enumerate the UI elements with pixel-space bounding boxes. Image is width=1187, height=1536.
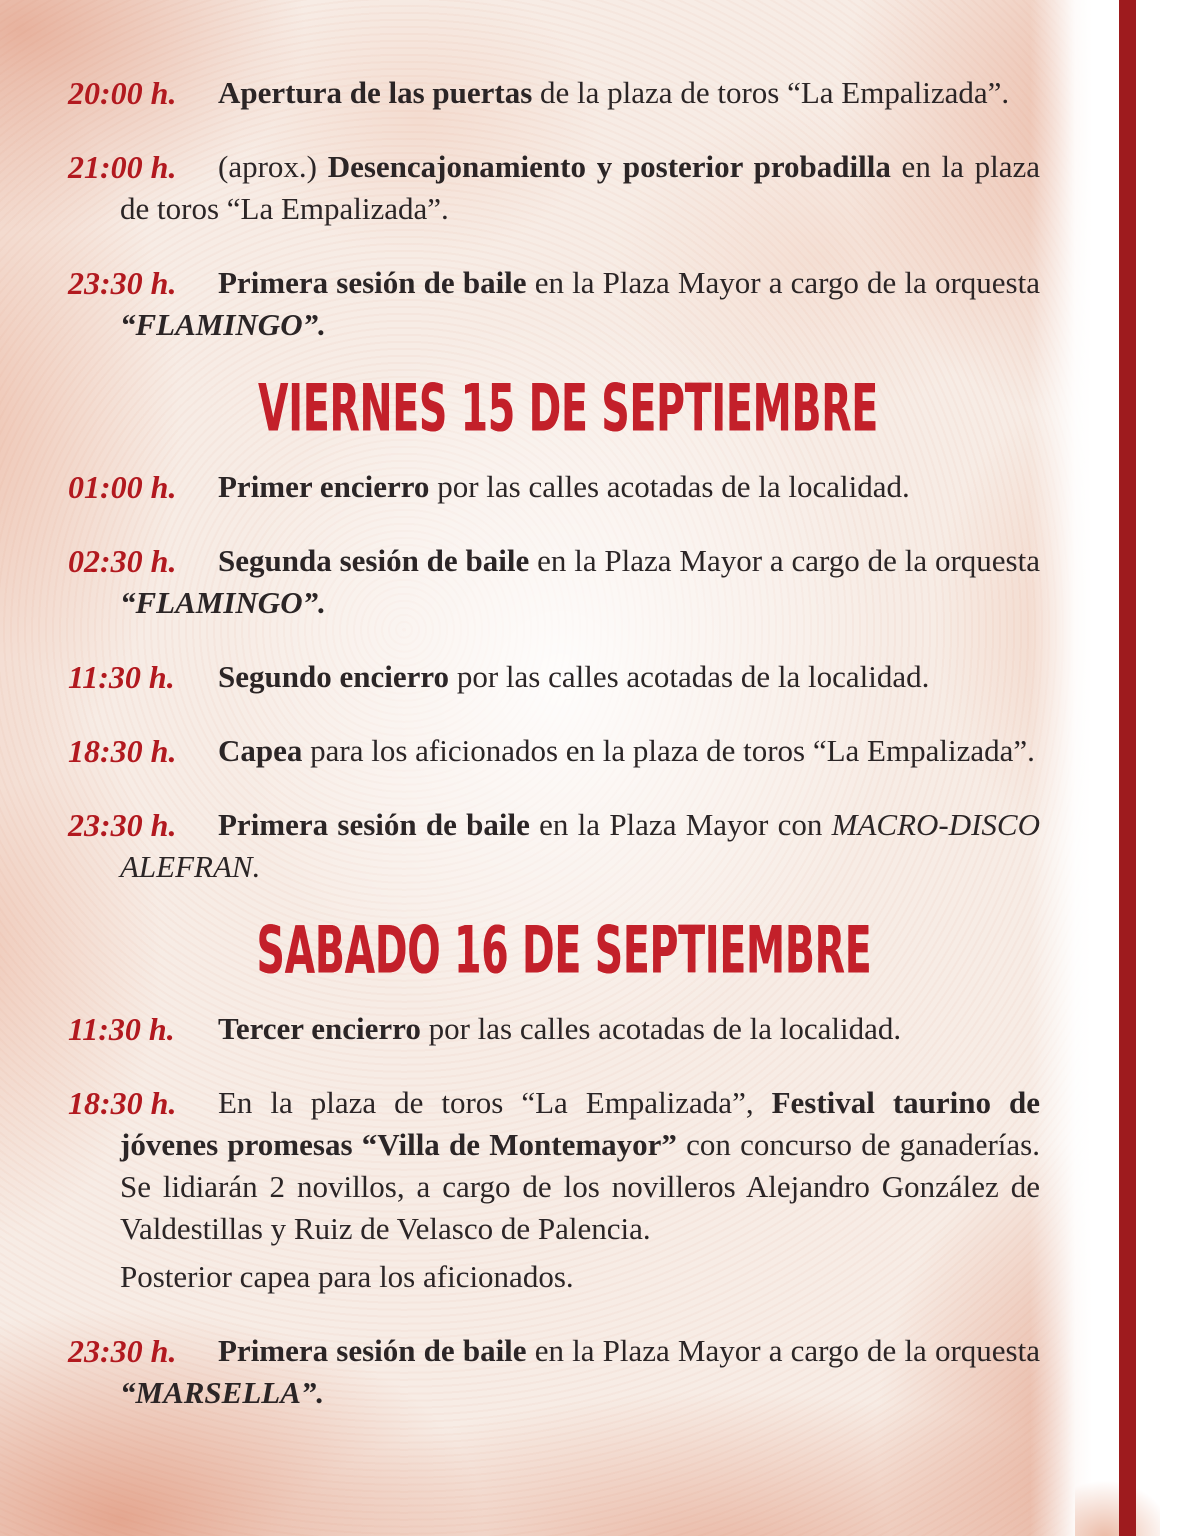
- entry-text: [120, 656, 1040, 698]
- schedule-entry: [68, 262, 1040, 346]
- schedule-entry: [68, 540, 1040, 624]
- entry-time: 11:30 h.: [68, 659, 175, 695]
- entry-time: 23:30 h.: [68, 1333, 177, 1369]
- text-segment: Primer encierro: [218, 469, 430, 504]
- day-header-text: SABADO 16 DE SEPTIEMBRE: [256, 912, 872, 989]
- text-segment: Primera sesión de baile: [218, 807, 530, 842]
- day-section-2: [68, 912, 1040, 1414]
- entry-text: [120, 1082, 1040, 1250]
- text-segment: Apertura de las puertas: [218, 75, 533, 110]
- entry-time: 20:00 h.: [68, 75, 177, 111]
- entry-text: [120, 804, 1040, 888]
- schedule-entry: [68, 146, 1040, 230]
- text-segment: Primera sesión de baile: [218, 1333, 527, 1368]
- entry-text: [120, 1008, 1040, 1050]
- text-segment: Capea: [218, 733, 303, 768]
- text-segment: en la Plaza Mayor a cargo de la orquesta: [526, 1333, 1040, 1368]
- text-segment: En la plaza de toros “La Empalizada”,: [218, 1085, 772, 1120]
- entry-time: 18:30 h.: [68, 733, 177, 769]
- day-header: [68, 370, 1040, 447]
- text-segment: con concurso de ganaderías. Se lidiarán 2 novillos, a cargo de los novilleros Alejandro González de Valdestillas y Ruiz de Velasco de Palencia.: [120, 1127, 1040, 1246]
- entry-time: 18:30 h.: [68, 1085, 177, 1121]
- entry-text: [120, 262, 1040, 346]
- paper-texture-bottom-right: [1075, 1474, 1160, 1536]
- text-segment: Segundo encierro: [218, 659, 450, 694]
- text-segment: Desencajonamiento y posterior probadilla: [327, 149, 891, 184]
- schedule-entry: [68, 72, 1040, 114]
- day-header: [68, 912, 1040, 989]
- entry-text: [120, 1330, 1040, 1414]
- text-segment: MACRO-DISCO ALEFRAN.: [120, 807, 1040, 884]
- text-segment: por las calles acotadas de la localidad.: [420, 1011, 902, 1046]
- schedule-entry: [68, 1008, 1040, 1050]
- text-segment: en la Plaza Mayor a cargo de la orquesta: [526, 265, 1040, 300]
- day-section-0: [68, 72, 1040, 346]
- entry-text: [120, 466, 1040, 508]
- text-segment: por las calles acotadas de la localidad.: [429, 469, 910, 504]
- entry-text: [120, 72, 1040, 114]
- schedule-entry: [68, 1082, 1040, 1298]
- text-segment: “MARSELLA”.: [120, 1375, 325, 1410]
- text-segment: Segunda sesión de baile: [218, 543, 530, 578]
- schedule-entry: [68, 804, 1040, 888]
- text-segment: Tercer encierro: [218, 1011, 421, 1046]
- schedule-content: [68, 72, 1040, 1446]
- day-header-text: VIERNES 15 DE SEPTIEMBRE: [257, 370, 878, 447]
- text-segment: para los aficionados en la plaza de toros “La Empalizada”.: [302, 733, 1035, 768]
- text-segment: en la Plaza Mayor con: [529, 807, 832, 842]
- text-segment: (aprox.): [218, 149, 328, 184]
- text-segment: “FLAMINGO”.: [120, 307, 326, 342]
- entry-extra-line: Posterior capea para los aficionados.: [120, 1259, 574, 1294]
- entry-time: 11:30 h.: [68, 1011, 175, 1047]
- text-segment: Primera sesión de baile: [218, 265, 527, 300]
- entry-text: [120, 146, 1040, 230]
- right-edge-red-bar: [1119, 0, 1136, 1536]
- entry-time: 01:00 h.: [68, 469, 177, 505]
- schedule-entry: [68, 730, 1040, 772]
- entry-text: [120, 730, 1040, 772]
- text-segment: de la plaza de toros “La Empalizada”.: [532, 75, 1010, 110]
- entry-time: 23:30 h.: [68, 265, 177, 301]
- text-segment: en la Plaza Mayor a cargo de la orquesta: [529, 543, 1040, 578]
- text-segment: “FLAMINGO”.: [120, 585, 326, 620]
- entry-time: 02:30 h.: [68, 543, 177, 579]
- text-segment: Festival taurino de jóvenes promesas “Villa de Montemayor”: [120, 1085, 1040, 1162]
- text-segment: en la plaza de toros “La Empalizada”.: [120, 149, 1040, 226]
- text-segment: por las calles acotadas de la localidad.: [449, 659, 930, 694]
- schedule-entry: [68, 1330, 1040, 1414]
- schedule-entry: [68, 466, 1040, 508]
- day-section-1: [68, 370, 1040, 888]
- schedule-entry: [68, 656, 1040, 698]
- entry-text: [120, 540, 1040, 624]
- entry-time: 23:30 h.: [68, 807, 177, 843]
- entry-time: 21:00 h.: [68, 149, 177, 185]
